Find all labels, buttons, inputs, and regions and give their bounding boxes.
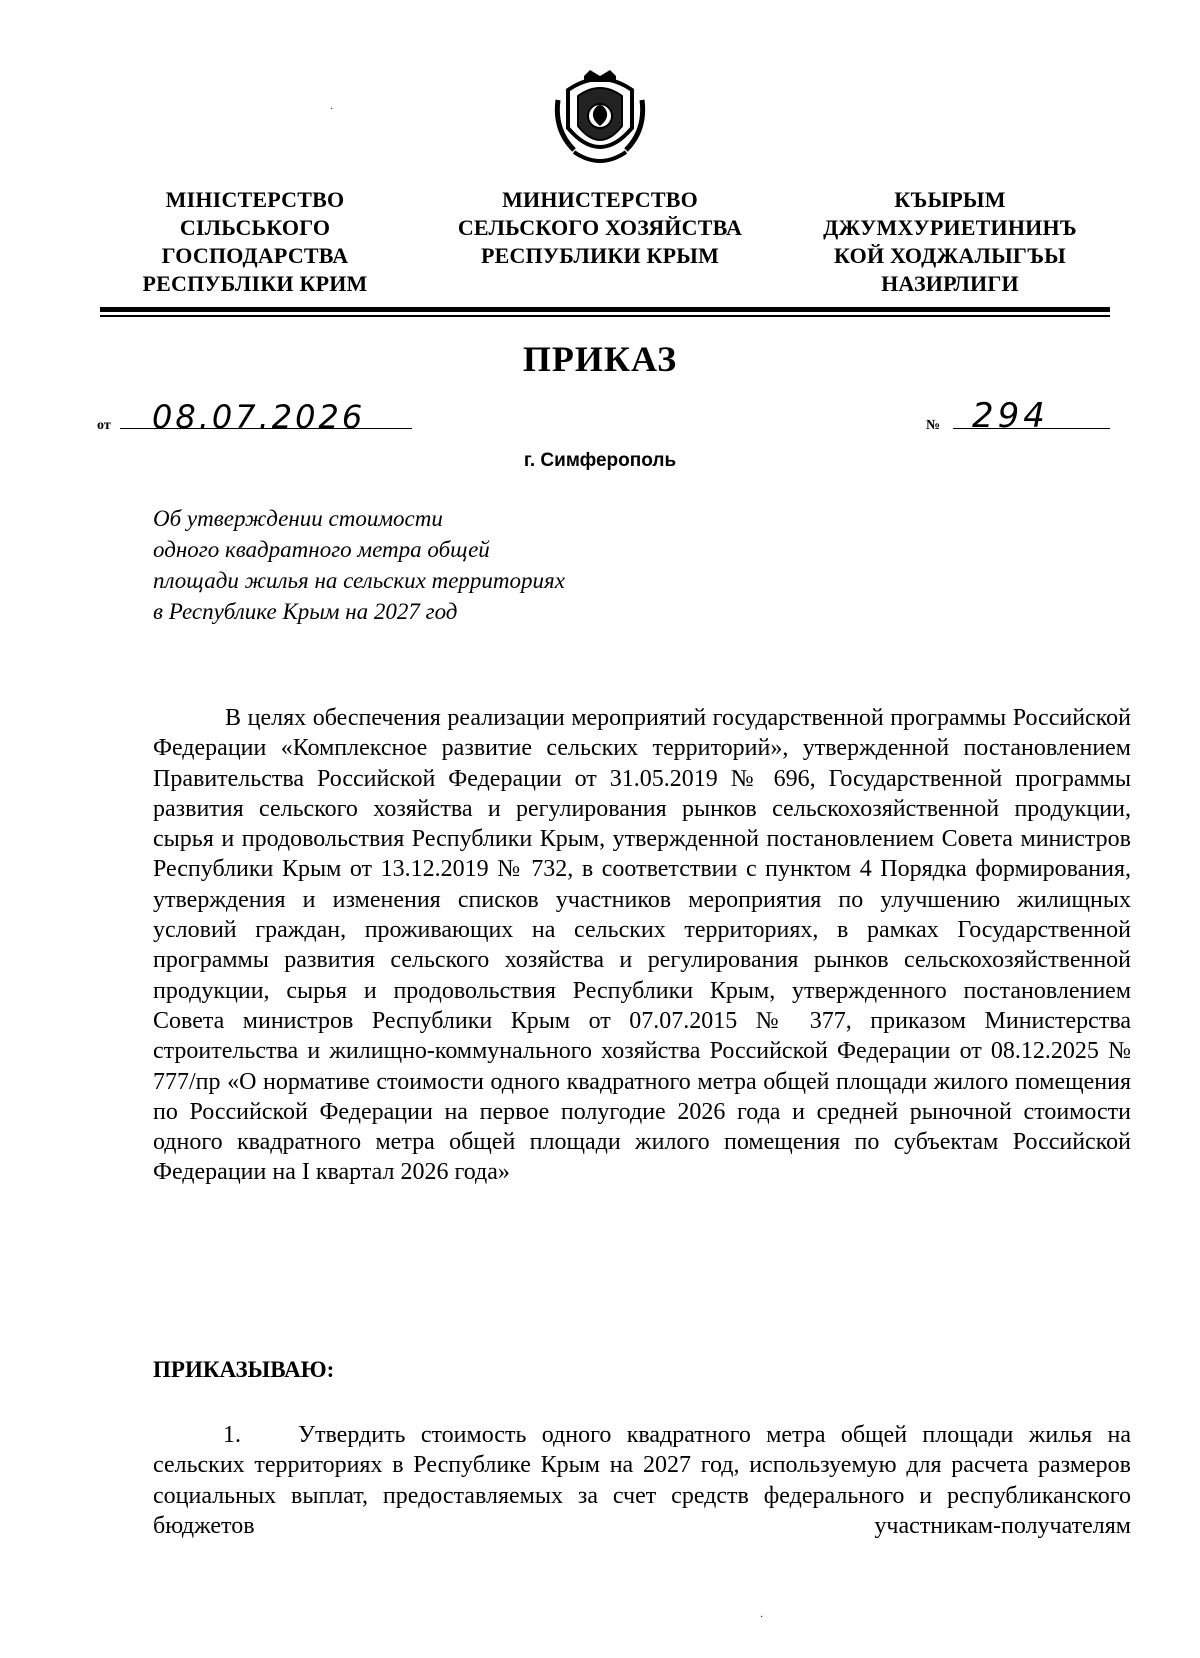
header-line: ДЖУМХУРИЕТИНИНЪ (823, 215, 1077, 240)
header-ukrainian (110, 186, 400, 298)
header-line: КЪЫРЫМ (894, 187, 1006, 212)
number-handwritten: 294 (972, 396, 1049, 436)
item-1-paragraph (153, 1420, 1131, 1541)
subject-line: Об утверждении стоимости (153, 506, 443, 531)
order-heading: ПРИКАЗЫВАЮ: (153, 1357, 335, 1382)
header-divider-thin (100, 315, 1110, 317)
date-handwritten: 08.07.2026 (152, 398, 366, 436)
header-russian (430, 186, 770, 270)
header-line: РЕСПУБЛИКИ КРЫМ (480, 243, 720, 268)
item-1-text: Утвердить стоимость одного квадратного метра общей площади жилья на сельских территориях в Республике Крым на 2027 год, используемую для расчета размеров социальных выплат, предоставляемых за счет средств федерального и республиканского бюджетов участникам-получателям (153, 1422, 1131, 1539)
city-line: г. Симферополь (523, 450, 677, 471)
subject-line: площади жилья на сельских территориях (153, 568, 565, 593)
header-line: РЕСПУБЛІКИ КРИМ (142, 271, 368, 296)
header-line: ГОСПОДАРСТВА (161, 243, 349, 268)
document-type-title: ПРИКАЗ (522, 339, 678, 379)
date-label: от (97, 418, 111, 433)
header-divider-thick (100, 307, 1110, 312)
scan-speck: · (330, 104, 334, 115)
document-subject (153, 503, 753, 627)
item-1-number: 1. (223, 1422, 241, 1448)
header-line: МІНІСТЕРСТВО (165, 187, 345, 212)
header-line: СЕЛЬСКОГО ХОЗЯЙСТВА (457, 215, 743, 240)
header-crimean-tatar (800, 186, 1100, 298)
number-label: № (926, 418, 941, 433)
header-line: КОЙ ХОДЖАЛЫГЪЫ (834, 243, 1066, 268)
preamble-paragraph: В целях обеспечения реализации мероприятий государственной программы Российской Федерации «Комплексное развитие сельских территорий», утвержденной постановлением Правительства Российской Федерации от 31.05.2019 № 696, Государственной программы развития сельского хозяйства и регулирования рынков сельскохозяйственной продукции, сырья и продовольствия Республики Крым, утвержденной постановлением Совета министров Республики Крым от 13.12.2019 № 732, в соответствии с пунктом 4 Порядка формирования, утверждения и изменения списков участников мероприятия по улучшению жилищных условий граждан, проживающих на сельских территориях, в рамках Государственной программы развития сельского хозяйства и регулирования рынков сельскохозяйственной продукции, сырья и продовольствия Республики Крым, утвержденного постановлением Совета министров Республики Крым от 07.07.2015 № 377, приказом Министерства строительства и жилищно-коммунального хозяйства Российской Федерации от 08.12.2025 № 777/пр «О нормативе стоимости одного квадратного метра общей площади жилого помещения по Российской Федерации на первое полугодие 2026 года и средней рыночной стоимости одного квадратного метра общей площади жилого помещения по субъектам Российской Федерации на I квартал 2026 года» (153, 705, 1131, 1186)
scan-speck: · (760, 1612, 764, 1623)
coat-of-arms-emblem (554, 70, 646, 166)
subject-line: одного квадратного метра общей (153, 537, 490, 562)
subject-line: в Республике Крым на 2027 год (153, 599, 458, 624)
header-line: МИНИСТЕРСТВО (502, 187, 698, 212)
header-line: НАЗИРЛИГИ (881, 271, 1019, 296)
header-line: СІЛЬСЬКОГО (179, 215, 331, 240)
